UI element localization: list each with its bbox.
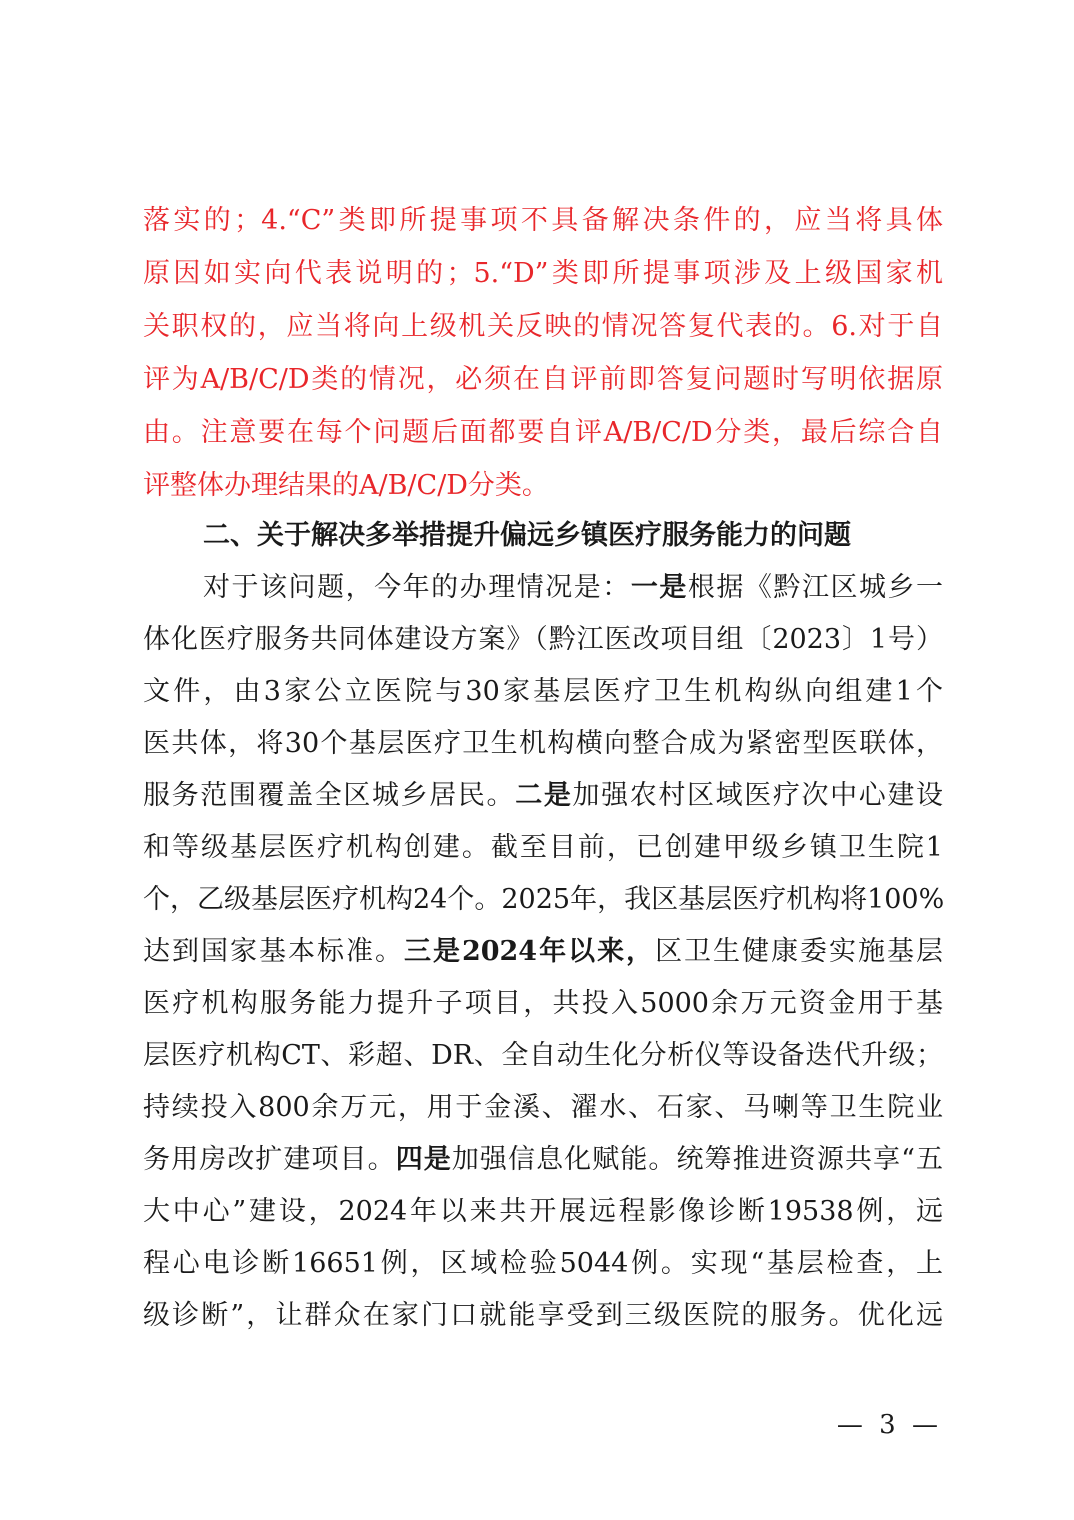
body-line-8-bold: 三是2024年以来， <box>403 936 656 967</box>
red-text-line-3: 关职权的，应当将向上级机关反映的情况答复代表的。6.对于自 <box>143 311 943 342</box>
body-line-6: 和等级基层医疗机构创建。截至目前，已创建甲级乡镇卫生院1 <box>143 832 943 863</box>
body-line-10: 层医疗机构CT、彩超、DR、全自动生化分析仪等设备迭代升级； <box>143 1040 943 1071</box>
section-heading: 二、关于解决多举措提升偏远乡镇医疗服务能力的问题 <box>203 520 851 551</box>
red-text-line-6: 评整体办理结果的A/B/C/D分类。 <box>143 470 549 501</box>
red-text-line-4: 评为A/B/C/D类的情况，必须在自评前即答复问题时写明依据原 <box>143 364 943 395</box>
body-line-12-rest: 加强信息化赋能。统筹推进资源共享“五 <box>451 1144 943 1175</box>
body-line-8-text: 达到国家基本标准。 <box>143 936 404 967</box>
body-line-8 <box>143 934 943 970</box>
body-line-2: 体化医疗服务共同体建设方案》（黔江医改项目组〔2023〕1号） <box>143 624 943 655</box>
body-line-8-rest: 区卫生健康委实施基层 <box>655 936 944 967</box>
body-line-3: 文件，由3家公立医院与30家基层医疗卫生机构纵向组建1个 <box>143 676 943 707</box>
red-text-line-5: 由。注意要在每个问题后面都要自评A/B/C/D分类，最后综合自 <box>143 417 943 448</box>
body-line-5 <box>143 778 943 814</box>
body-line-15: 级诊断”，让群众在家门口就能享受到三级医院的服务。优化远 <box>143 1300 943 1331</box>
body-line-7: 个，乙级基层医疗机构24个。2025年，我区基层医疗机构将100% <box>143 884 945 915</box>
body-line-12-bold: 四是 <box>395 1144 452 1175</box>
body-line-9: 医疗机构服务能力提升子项目，共投入5000余万元资金用于基 <box>143 988 943 1019</box>
body-line-1-bold: 一是 <box>630 572 688 603</box>
body-line-13: 大中心”建设，2024年以来共开展远程影像诊断19538例，远 <box>143 1196 943 1227</box>
body-line-11: 持续投入800余万元，用于金溪、濯水、石家、马喇等卫生院业 <box>143 1092 943 1123</box>
page-number: — 3 — <box>836 1410 942 1440</box>
body-line-14: 程心电诊断16651例，区域检验5044例。实现“基层检查，上 <box>143 1248 943 1279</box>
red-text-line-2: 原因如实向代表说明的；5.“D”类即所提事项涉及上级国家机 <box>143 258 943 289</box>
body-line-1 <box>203 570 943 606</box>
body-line-5-rest: 加强农村区域医疗次中心建设 <box>572 780 944 811</box>
body-line-1-text: 对于该问题，今年的办理情况是： <box>203 572 631 603</box>
body-line-5-bold: 二是 <box>515 780 573 811</box>
body-line-4: 医共体，将30个基层医疗卫生机构横向整合成为紧密型医联体， <box>143 728 943 759</box>
body-line-12-text: 务用房改扩建项目。 <box>143 1144 396 1175</box>
body-line-5-text: 服务范围覆盖全区城乡居民。 <box>143 780 516 811</box>
body-line-12 <box>143 1142 943 1178</box>
red-text-line-1: 落实的；4.“C”类即所提事项不具备解决条件的，应当将具体 <box>143 205 943 236</box>
body-line-1-rest: 根据《黔江区城乡一 <box>687 572 944 603</box>
